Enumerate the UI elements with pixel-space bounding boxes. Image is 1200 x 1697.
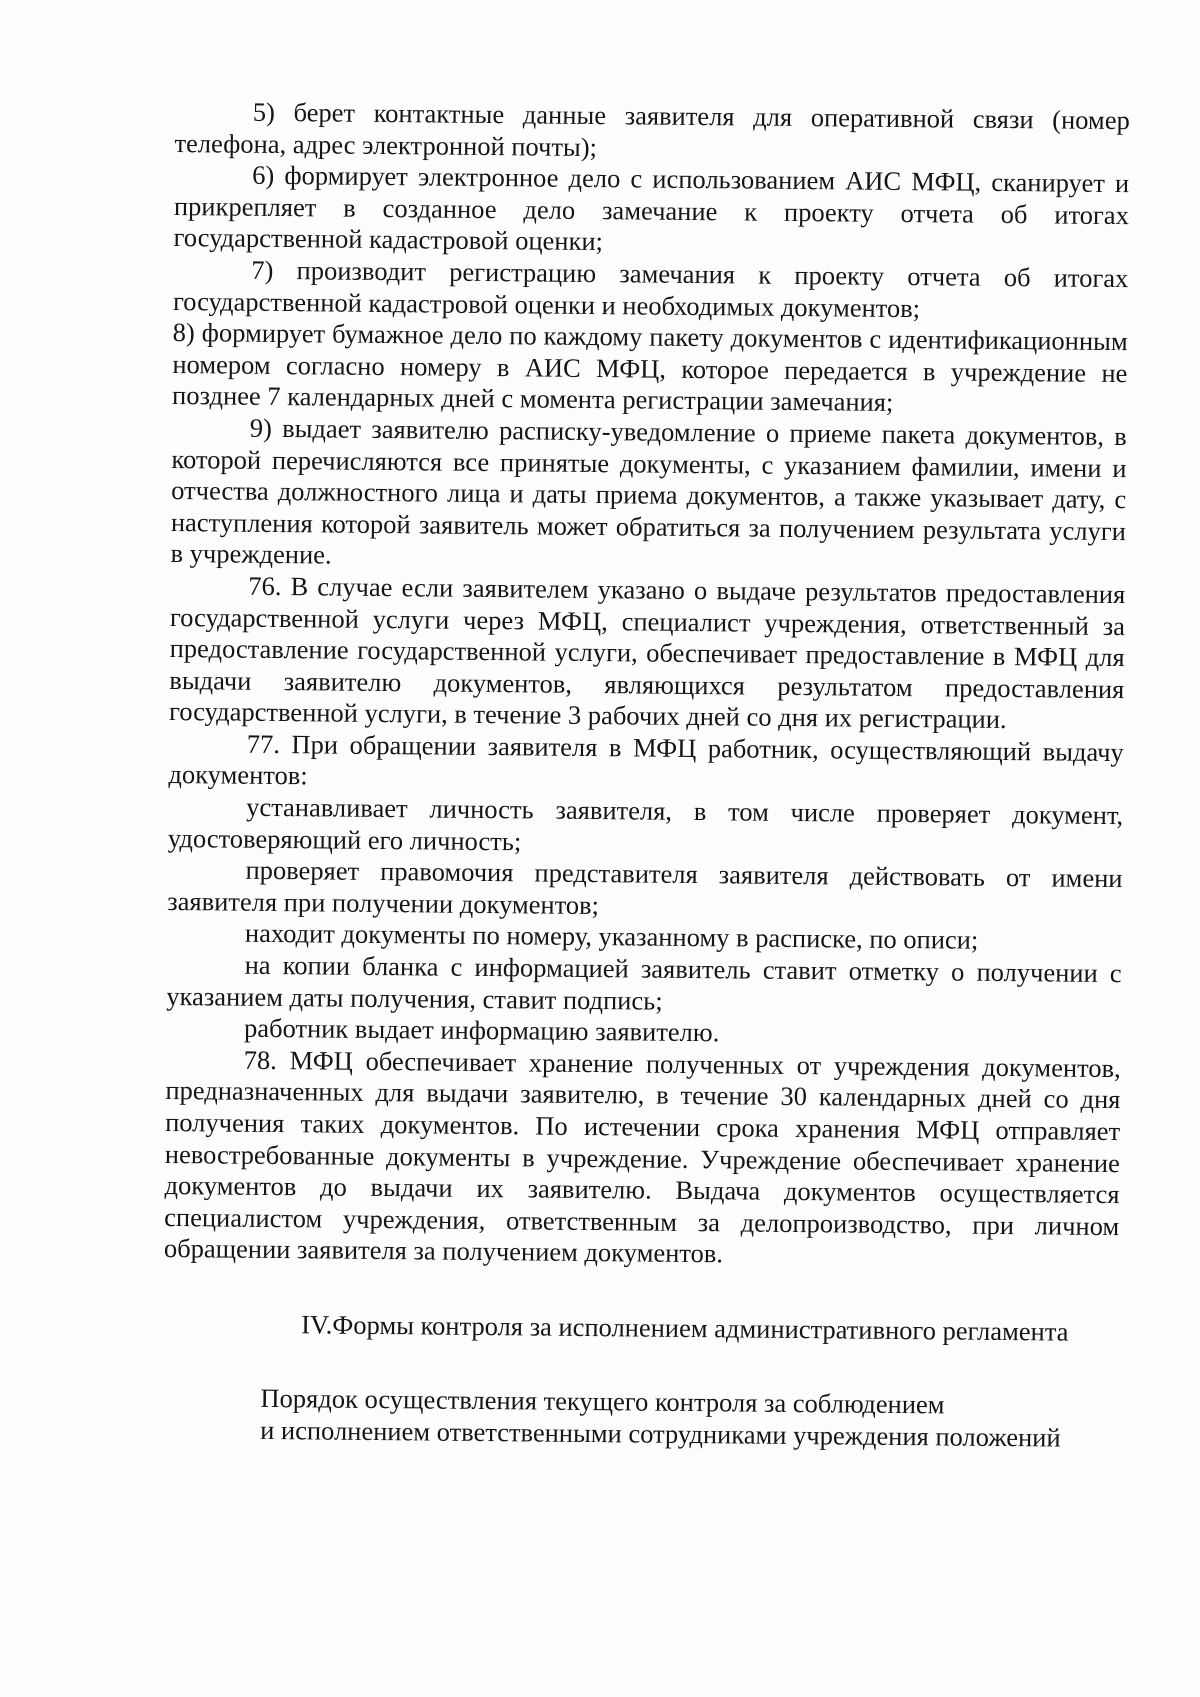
paragraph-77-item-3: находит документы по номеру, указанному в расписке, по описи; bbox=[244, 918, 979, 956]
paragraph-78: 78. МФЦ обеспечивает хранение полученных от учреждения документов, предназначенных для выдачи заявителю, в течение 30 календарных дней со дня получения таких документов. По истечении срока хранения МФЦ отправляет невостребованные документы в учреждение. Учреждение обеспечивает хранение документов до выдачи их заявителю. Выдача документов осуществляется специалистом учреждения, ответственным за делопроизводство, при личном обращении заявителя за получением документов. bbox=[163, 1044, 1121, 1269]
paragraph-item-6: 6) формирует электронное дело с использованием АИС МФЦ, сканирует и прикрепляет в созданное дело замечание к проекту отчета об итогах государственной кадастровой оценки; bbox=[173, 159, 1130, 257]
paragraph-item-9: 9) выдает заявителю расписку-уведомление о приеме пакета документов, в которой перечисляются все принятые документы, с указанием фамилии, имени и отчества должностного лица и даты приема документов, а также указывает дату, с наступления которой заявитель может обратиться за получением результата услуги в учреждение. bbox=[170, 412, 1127, 570]
document-body bbox=[162, 96, 1130, 1454]
paragraph-77-item-4: на копии бланка с информацией заявитель ставит отметку о получении с указанием даты получения, ставит подпись; bbox=[166, 949, 1122, 1016]
subtitle-line-1: Порядок осуществления текущего контроля за соблюдением bbox=[260, 1382, 945, 1420]
paragraph-76: 76. В случае если заявителем указано о выдаче результатов предоставления государственной услуги через МФЦ, специалист учреждения, ответственный за предоставление государственной услуги, обеспечивает предоставление в МФЦ для выдачи заявителю документов, являющихся результатом предоставления государственной услуги, в течение 3 рабочих дней со дня их регистрации. bbox=[168, 570, 1126, 735]
paragraph-77-item-5: работник выдает информацию заявителю. bbox=[243, 1012, 720, 1048]
section-title: IV.Формы контроля за исполнением административного регламента bbox=[301, 1309, 1069, 1347]
paragraph-item-7: 7) производит регистрацию замечания к проекту отчета об итогах государственной кадастровой оценки и необходимых документов; bbox=[172, 254, 1129, 323]
paragraph-77-item-1: устанавливает личность заявителя, в том числе проверяет документ, удостоверяющий его личность; bbox=[167, 791, 1124, 857]
paragraph-77-item-2: проверяет правомочия представителя заявителя действовать от имени заявителя при получении документов; bbox=[167, 854, 1123, 920]
subtitle-line-2: и исполнением ответственными сотрудниками учреждения положений bbox=[260, 1414, 1061, 1453]
paragraph-item-8: 8) формирует бумажное дело по каждому пакету документов с идентификационным номером согласно номеру в АИС МФЦ, которое передается в учреждение не позднее 7 календарных дней с момента регистрации замечания; bbox=[171, 317, 1128, 418]
subsection-title bbox=[162, 1381, 1118, 1454]
paragraph-77: 77. При обращении заявителя в МФЦ работник, осуществляющий выдачу документов: bbox=[168, 728, 1124, 791]
paragraph-item-5: 5) берет контактные данные заявителя для оперативной связи (номер телефона, адрес электронной почты); bbox=[174, 96, 1130, 162]
